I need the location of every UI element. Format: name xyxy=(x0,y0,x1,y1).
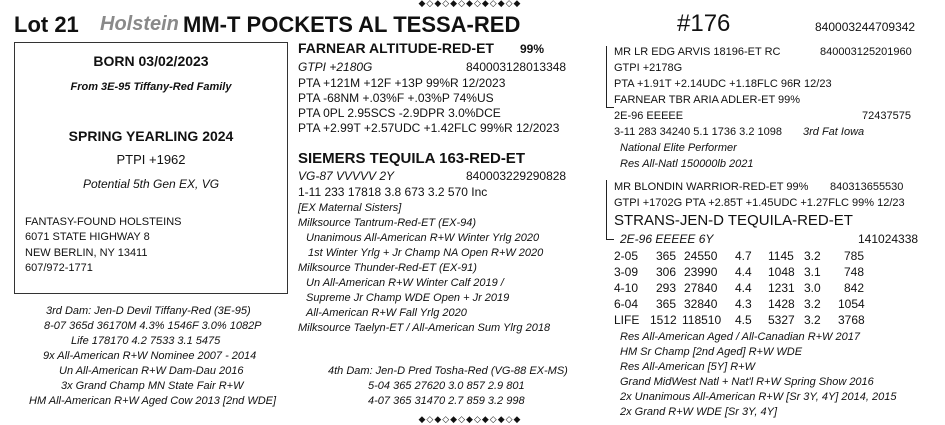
award-line: 2x Unanimous All-American R+W [Sr 3Y, 4Y] 2014, 2015 xyxy=(620,391,897,403)
dam3-line: 9x All-American R+W Nominee 2007 - 2014 xyxy=(43,350,257,362)
sire-pta: PTA -68NM +.03%F +.03%P 74%US xyxy=(298,91,494,105)
sale-class: SPRING YEARLING 2024 xyxy=(68,128,234,144)
dam4-line: 4th Dam: Jen-D Pred Tosha-Red (VG-88 EX-MS) xyxy=(328,365,568,377)
sire-dam-name: FARNEAR TBR ARIA ADLER-ET 99% xyxy=(614,94,801,106)
sire-dam-award: Res All-Natl 150000lb 2021 xyxy=(620,158,754,170)
consignor-city: NEW BERLIN, NY 13411 xyxy=(25,247,148,259)
dam-dam-name: STRANS-JEN-D TEQUILA-RED-ET xyxy=(614,212,853,229)
animal-id: 840003244709342 xyxy=(815,20,916,34)
sire-pta: PTA 0PL 2.95SCS -2.9DPR 3.0%DCE xyxy=(298,106,501,120)
dam-sire-pta: GTPI +1702G PTA +2.85T +1.45UDC +1.27FLC 99% 12/23 xyxy=(614,197,905,209)
consignor-name: FANTASY-FOUND HOLSTEINS xyxy=(25,216,182,228)
sire-pta: PTA +121M +12F +13P 99%R 12/2023 xyxy=(298,76,506,90)
sire-sire-gtpi: GTPI +2178G xyxy=(614,62,683,74)
pedigree-bracket xyxy=(606,46,607,108)
dam-id: 840003229290828 xyxy=(466,169,567,183)
dam3-line: HM All-American R+W Aged Cow 2013 [2nd WDE] xyxy=(29,395,277,407)
sire-name: FARNEAR ALTITUDE-RED-ET xyxy=(298,40,494,56)
dam3-line: Un All-American R+W Dam-Dau 2016 xyxy=(59,365,244,377)
sire-sire-pta: PTA +1.91T +2.14UDC +1.18FLC 96R 12/23 xyxy=(614,78,832,90)
dam-note: Milksource Thunder-Red-ET (EX-91) xyxy=(298,262,477,274)
top-ornament: ◆◇◆◇◆◇◆◇◆◇◆◇◆ xyxy=(418,0,522,8)
sire-pta: PTA +2.99T +2.57UDC +1.42FLC 99%R 12/2023 xyxy=(298,121,560,135)
dam-sire-id: 840313655530 xyxy=(830,181,904,193)
pedigree-bracket xyxy=(606,239,614,240)
sire-sire-name: MR LR EDG ARVIS 18196-ET RC xyxy=(614,46,781,58)
birth-date: BORN 03/02/2023 xyxy=(93,53,209,69)
potential: Potential 5th Gen EX, VG xyxy=(82,177,220,191)
dam-note: Milksource Tantrum-Red-ET (EX-94) xyxy=(298,217,477,229)
dam-name: SIEMERS TEQUILA 163-RED-ET xyxy=(298,150,525,167)
animal-name: MM-T POCKETS AL TESSA-RED xyxy=(183,12,521,37)
dam-note: Milksource Taelyn-ET / All-American Sum Ylrg 2018 xyxy=(298,322,551,334)
bottom-ornament: ◆◇◆◇◆◇◆◇◆◇◆◇◆ xyxy=(418,414,522,424)
ptpi-value: PTPI +1962 xyxy=(116,152,186,167)
consignor-street: 6071 STATE HIGHWAY 8 xyxy=(25,231,150,243)
dam3-line: 3x Grand Champ MN State Fair R+W xyxy=(61,380,244,392)
award-line: HM Sr Champ [2nd Aged] R+W WDE xyxy=(620,346,803,358)
award-line: 2x Grand R+W WDE [Sr 3Y, 4Y] xyxy=(620,406,778,418)
dam-note: Supreme Jr Champ WDE Open + Jr 2019 xyxy=(306,292,510,304)
dam3-line: 3rd Dam: Jen-D Devil Tiffany-Red (3E-95) xyxy=(46,305,251,317)
info-box xyxy=(14,42,288,294)
consignor-phone: 607/972-1771 xyxy=(25,262,93,274)
award-line: Grand MidWest Natl + Nat'l R+W Spring Show 2016 xyxy=(620,376,874,388)
dam3-line: Life 178170 4.2 7533 3.1 5475 xyxy=(71,335,221,347)
dam3-line: 8-07 365d 36170M 4.3% 1546F 3.0% 1082P xyxy=(44,320,262,332)
sire-id: 840003128013348 xyxy=(466,60,567,74)
lot-number: Lot 21 xyxy=(14,12,79,37)
sire-dam-fat: 3rd Fat Iowa xyxy=(803,126,865,138)
dam-dam-id: 141024338 xyxy=(858,232,919,246)
sire-reliability: 99% xyxy=(520,42,545,56)
family-line: From 3E-95 Tiffany-Red Family xyxy=(70,81,232,93)
dam4-line: 4-07 365 31470 2.7 859 3.2 998 xyxy=(368,395,525,407)
dam-record: 1-11 233 17818 3.8 673 3.2 570 Inc xyxy=(298,185,488,199)
dam-note: [EX Maternal Sisters] xyxy=(298,202,402,214)
dam-note: 1st Winter Yrlg + Jr Champ NA Open R+W 2020 xyxy=(308,247,544,259)
sire-dam-record: 3-11 283 34240 5.1 1736 3.2 1098 xyxy=(614,126,783,138)
dam-note: Un All-American R+W Winter Calf 2019 / xyxy=(306,277,504,289)
dam-sire-name: MR BLONDIN WARRIOR-RED-ET 99% xyxy=(614,181,809,193)
dam-note: Unanimous All-American R+W Winter Yrlg 2020 xyxy=(306,232,540,244)
catalog-number: #176 xyxy=(677,10,731,37)
breed-label: Holstein xyxy=(100,13,179,35)
sire-gtpi: GTPI +2180G xyxy=(298,60,373,74)
award-line: Res All-American Aged / All-Canadian R+W 2017 xyxy=(620,331,860,343)
pedigree-bracket xyxy=(606,180,607,240)
sire-dam-id: 72437575 xyxy=(862,110,911,122)
dam-classification: VG-87 VVVVV 2Y xyxy=(298,169,395,183)
pedigree-bracket xyxy=(606,107,614,108)
dam-dam-class: 2E-96 EEEEE 6Y xyxy=(620,232,714,246)
sire-dam-award: National Elite Performer xyxy=(620,142,737,154)
award-line: Res All-American [5Y] R+W xyxy=(620,361,755,373)
dam-note: All-American R+W Fall Yrlg 2020 xyxy=(306,307,467,319)
dam4-line: 5-04 365 27620 3.0 857 2.9 801 xyxy=(368,380,525,392)
sire-dam-class: 2E-96 EEEEE xyxy=(614,110,684,122)
sire-sire-id: 840003125201960 xyxy=(820,46,912,58)
